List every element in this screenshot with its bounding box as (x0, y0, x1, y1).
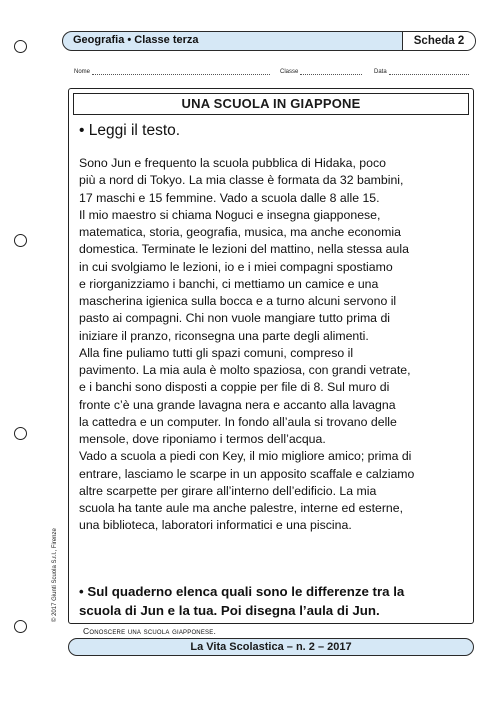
class-field[interactable] (280, 68, 362, 75)
student-fields (74, 68, 472, 80)
text-line: fronte c’è una grande lavagna nera e accanto alla lavagna (79, 397, 396, 412)
date-field-label: Data (374, 69, 387, 75)
text-line: mascherina igienica sulla bocca e a turno alcuni servono il (79, 294, 397, 308)
reading-text (79, 155, 465, 535)
binder-hole-2 (14, 234, 27, 247)
text-line: pasto ai compagni. Chi non vuole mangiare tutto prima di (79, 311, 391, 326)
text-line: mensole, dove riponiamo i termos dell’acqua. (79, 432, 326, 446)
text-line: altre scarpette per girare all’interno dell’edificio. La mia (79, 483, 377, 498)
date-field-line[interactable] (389, 68, 469, 75)
text-line: in cui svolgiamo le lezioni, io e i miei compagni spostiamo (79, 259, 393, 274)
text-line: Sono Jun e frequento la scuola pubblica di Hidaka, poco (79, 156, 386, 170)
name-field[interactable] (74, 68, 270, 75)
date-field[interactable] (374, 68, 469, 75)
header-bar (62, 31, 476, 51)
text-line: pavimento. La mia aula è molto spaziosa, con grandi vetrate, (79, 363, 411, 377)
worksheet-title: UNA SCUOLA IN GIAPPONE (73, 93, 469, 115)
subject-label: Geografia • Classe terza (73, 34, 199, 46)
text-line: matematica, storia, geografia, musica, ma anche economia (79, 225, 401, 239)
text-line: domestica. Terminate le lezioni del mattino, nella stessa aula (79, 242, 409, 257)
scheda-label: Scheda 2 (402, 32, 475, 50)
worksheet-box (68, 88, 474, 636)
binder-hole-3 (14, 427, 27, 440)
instruction-line: • Sul quaderno elenca quali sono le differenze tra la (79, 584, 405, 599)
text-line: scuola ha tante aule ma anche palestre, interne ed esterne, (79, 501, 404, 515)
text-line: e riorganizziamo i banchi, ci mettiamo un camice e una (79, 276, 379, 291)
text-line: iniziare il pranzo, riconsegna una parte degli alimenti. (79, 328, 369, 343)
binder-hole-1 (14, 40, 27, 53)
learning-objective: Conoscere una scuola giapponese. (83, 626, 217, 636)
text-line: la cattedra e un computer. In fondo all’aula si trovano delle (79, 414, 397, 429)
instruction-line: scuola di Jun e la tua. Poi disegna l’aula di Jun. (79, 603, 380, 618)
text-line: una biblioteca, laboratori informatici e una piscina. (79, 518, 352, 533)
name-field-label: Nome (74, 69, 91, 75)
task-instruction (79, 582, 469, 620)
footer-bar: La Vita Scolastica – n. 2 – 2017 (68, 638, 474, 656)
class-field-label: Classe (280, 69, 299, 75)
text-line: 17 maschi e 15 femmine. Vado a scuola dalle 8 alle 15. (79, 190, 380, 205)
read-instruction: • Leggi il testo. (79, 122, 181, 139)
text-line: e i banchi sono disposti a coppie per file di 8. Sul muro di (79, 380, 390, 395)
text-line: Il mio maestro si chiama Noguci e insegna giapponese, (79, 207, 381, 222)
binder-hole-4 (14, 620, 27, 633)
text-line: Alla fine puliamo tutti gli spazi comuni, compreso il (79, 345, 354, 360)
text-line: più a nord di Tokyo. La mia classe è formata da 32 bambini, (79, 173, 404, 188)
copyright-note: © 2017 Giunti Scuola S.r.l., Firenze (52, 528, 58, 622)
name-field-line[interactable] (92, 68, 270, 75)
text-line: Vado a scuola a piedi con Key, il mio migliore amico; prima di (79, 449, 412, 464)
class-field-line[interactable] (300, 68, 362, 75)
text-line: entrare, lasciamo le scarpe in un apposito scaffale e calziamo (79, 466, 415, 481)
